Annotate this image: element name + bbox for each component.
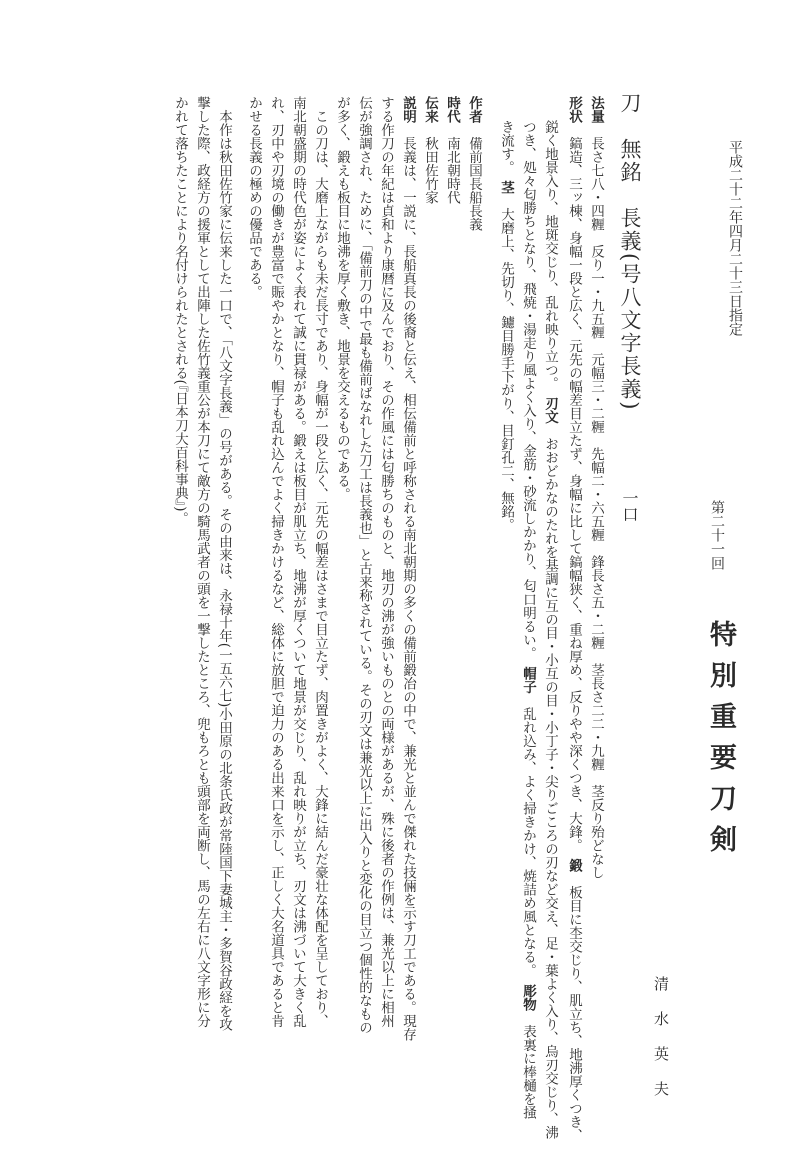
- explanation-text: 長義は、一説に、長船真長の後裔と伝え、相伝備前と呼称される南北朝期の多くの備前鍛冶の中で、兼光と並んで傑れた技倆を示す刀工である。現存: [400, 136, 416, 1041]
- page-title: 特別重要刀剣: [705, 620, 736, 866]
- meta-period: [445, 96, 459, 204]
- explanation-line-4: が多く、鍛えも板目に地沸を厚く敷き、地景を交えるものである。: [334, 96, 350, 501]
- explanation-line-10: 撃した際、政経方の援軍として出陣した佐竹義重公が本刀にて敵方の騎馬武者の頭を一撃したところ、兜もろとも頭部を両断し、馬の左右に八文字形に分: [194, 96, 210, 1028]
- meta-label: 伝来: [422, 96, 438, 123]
- sword-count: 一口: [620, 490, 639, 522]
- explanation-line-3: 伝が強調され、ために、「備前刀の中で最も備前ばなれした刀工は長義也」と古来称されている。その刃文は兼光以上に出入りと変化の目立つ個性的なもの: [356, 96, 372, 1035]
- designation-date: 平成二十二年四月二十三日指定: [727, 140, 743, 336]
- spec-hamon: [543, 120, 557, 1139]
- spec-boushi: [521, 120, 535, 1119]
- meta-text: 秋田佐竹家: [422, 136, 438, 204]
- author-name: 清水英夫: [652, 976, 670, 1116]
- session-number: 第二十一回: [709, 500, 725, 570]
- spec-label: 彫物: [520, 984, 536, 1011]
- spec-label: 形状: [566, 96, 582, 123]
- spec-text: つき、処々匂勝ちとなり、飛焼・湯走り風よく入り、金筋・砂流しかかり、匂口明るい。: [520, 120, 536, 654]
- meta-label: 時代: [444, 96, 460, 123]
- spec-text: 板目に杢交じり、肌立ち、地沸厚くつき、: [566, 885, 582, 1143]
- spec-label: 鍛: [566, 858, 582, 873]
- spec-nakago: [499, 120, 513, 532]
- spec-label: 法量: [588, 96, 604, 123]
- meta-provenance: [423, 96, 437, 204]
- spec-label: 刃文: [542, 396, 558, 424]
- meta-maker: [467, 96, 481, 231]
- spec-label: 茎: [498, 180, 514, 195]
- explanation-line-7: れ、刃中や刃境の働きが豊富で賑やかとなり、帽子も乱れ込んでよく掃きかけるなど、総体に放胆で迫力のある出来口を示し、正しく大名道具であると肯: [268, 96, 284, 1028]
- explanation-line-2: する作刀の年紀は貞和より康暦に及んでおり、その作風には匂勝ちのものと、地刃の沸が強いものとの両様があるが、殊に後者の作例は、兼光以上に相州: [378, 96, 394, 1028]
- spec-text: 鋭く地景入り、地斑交じり、乱れ映り立つ。: [542, 120, 558, 384]
- spec-text: 鎬造、三ッ棟、身幅一段と広く、元先の幅差目立たず、身幅に比して鎬幅狭く、重ね厚め、反りやや深くつき、大鋒。: [566, 136, 582, 846]
- explanation-line-1: [401, 96, 415, 1041]
- spec-label: 帽子: [520, 666, 536, 694]
- explanation-line-5: この刀は、大磨上ながらも未だ長寸であり、身幅が一段と広く、元先の幅差はさまで目立たず、肉置きがよく、大鋒に結んだ豪壮な体配を呈しており、: [312, 96, 328, 1028]
- spec-keijou: [567, 96, 581, 1142]
- meta-text: 備前国長船長義: [466, 136, 482, 231]
- spec-houryou: [589, 96, 603, 879]
- explanation-line-9: 本作は秋田佐竹家に伝来した一口で、「八文字長義」の号がある。その由来は、永禄十年(一五六七)小田原の北条氏政が常陸国下妻城主・多賀谷政経を攻: [216, 96, 232, 1032]
- spec-text: 大磨上、先切り、鑢目勝手下がり、目釘孔二、無銘。: [498, 207, 514, 532]
- spec-text: 表裏に棒樋を掻: [520, 1024, 536, 1119]
- spec-text: 長さ七八・四糎 反り一・九五糎 元幅三・二糎 先幅二・六五糎 鋒長さ五・二糎 茎長さ二二・九糎 茎反り殆どなし: [588, 136, 604, 879]
- explanation-line-11: かれて落ちたことにより名付けられたとされる(『日本刀大百科事典』)。: [172, 96, 188, 526]
- explanation-line-8: かせる長義の極めの優品である。: [246, 96, 262, 299]
- explanation-line-6: 南北朝盛期の時代色が姿によく表れて誠に貫禄がある。鍛えは板目が肌立ち、地沸が厚くついて地景が交じり、乱れ映りが立ち、刃文は沸づいて大きく乱: [290, 96, 306, 1028]
- explanation-label: 説明: [400, 96, 416, 123]
- spec-text: き流す。: [498, 120, 514, 168]
- meta-text: 南北朝時代: [444, 136, 460, 204]
- sword-name: 刀 無銘 長義(号八文字長義): [618, 92, 642, 412]
- meta-label: 作者: [466, 96, 482, 123]
- spec-text: 乱れ込み、よく掃きかけ、焼詰め風となる。: [520, 707, 536, 971]
- spec-text: おおどかなのたれを基調に互の目・小互の目・小丁子・尖りごころの刃など交え、足・葉よく入り、烏刃交じり、沸: [542, 437, 558, 1140]
